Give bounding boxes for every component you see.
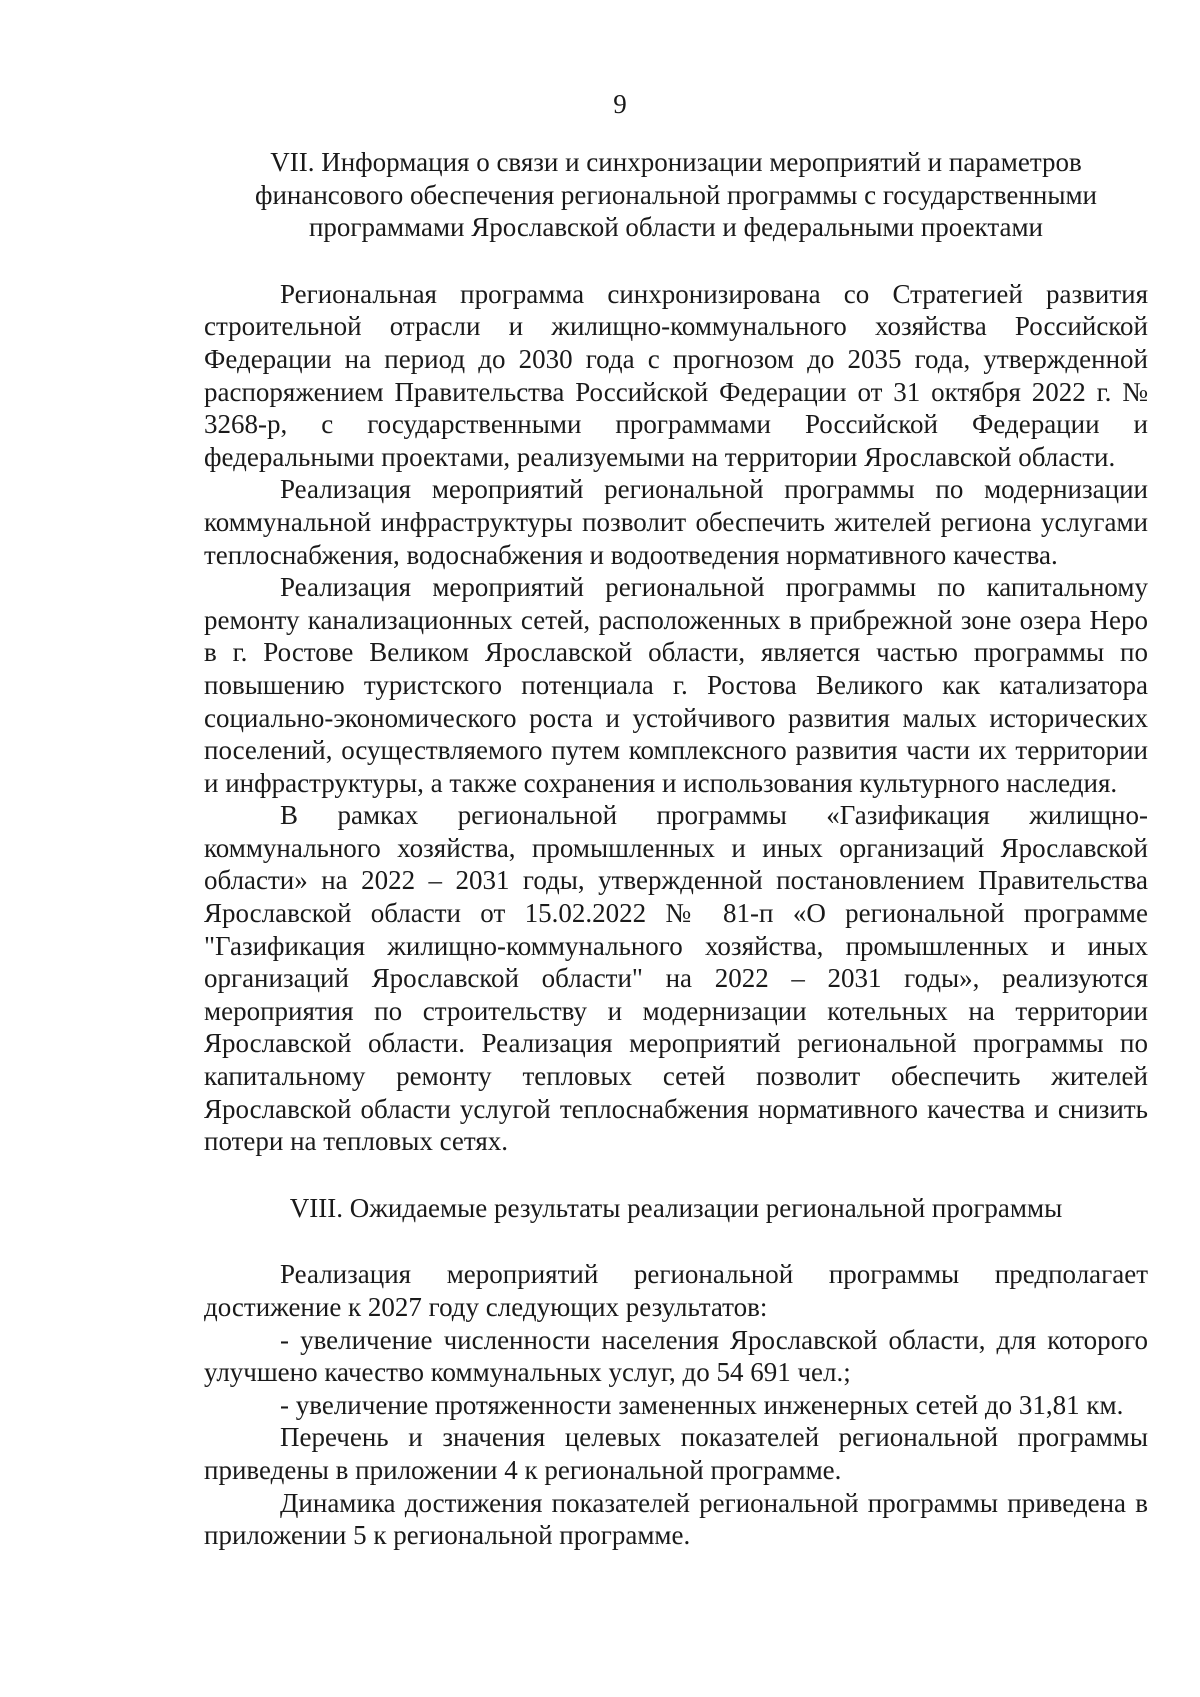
section-vii-paragraph-1: Региональная программа синхронизирована со Стратегией развития строительной отрасли и жилищно-коммунального хозяйства Российской Федерации на период до 2030 года с прогнозом до 2035 года, утвержденной распоряжением Правительства Российской Федерации от 31 октября 2022 г. № 3268-р, с государственными программами Российской Федерации и федеральными проектами, реализуемыми на территории Ярославской области. [204,278,1148,472]
document-body [204,146,1148,1552]
section-viii-list-item-2: - увеличение протяженности замененных инженерных сетей до 31,81 км. [280,1389,1124,1420]
page-number: 9 [613,89,627,119]
section-vii-paragraph-2: Реализация мероприятий региональной программы по модернизации коммунальной инфраструктуры позволит обеспечить жителей региона услугами теплоснабжения, водоснабжения и водоотведения нормативного качества. [204,474,1148,570]
section-vii-paragraph-4: В рамках региональной программы «Газификация жилищно-коммунального хозяйства, промышленных и иных организаций Ярославской области» на 2022 – 2031 годы, утвержденной постановлением Правительства Ярославской области от 15.02.2022 № 81-п «О региональной программе "Газификация жилищно-коммунального хозяйства, промышленных и иных организаций Ярославской области" на 2022 – 2031 годы», реализуются мероприятия по строительству и модернизации котельных на территории Ярославской области. Реализация мероприятий региональной программы по капитальному ремонту тепловых сетей позволит обеспечить жителей Ярославской области услугой теплоснабжения нормативного качества и снизить потери на тепловых сетях. [204,800,1148,1157]
section-viii-heading: VIII. Ожидаемые результаты реализации региональной программы [289,1192,1063,1223]
section-viii-paragraph-2: Перечень и значения целевых показателей региональной программы приведены в приложении 4 к региональной программе. [204,1422,1148,1485]
section-viii-paragraph-1: Реализация мероприятий региональной программы предполагает достижение к 2027 году следующих результатов: [204,1259,1148,1322]
section-viii-list-item-1: - увеличение численности населения Ярославской области, для которого улучшено качество коммунальных услуг, до 54 691 чел.; [204,1324,1148,1388]
section-viii-paragraph-3: Динамика достижения показателей региональной программы приведена в приложении 5 к региональной программе. [204,1487,1148,1551]
section-vii-heading: VII. Информация о связи и синхронизации мероприятий и параметров финансового обеспечения региональной программы с государственными программами Ярославской области и федеральными проектами [254,147,1097,243]
section-vii-paragraph-3: Реализация мероприятий региональной программы по капитальному ремонту канализационных сетей, расположенных в прибрежной зоне озера Неро в г. Ростове Великом Ярославской области, является частью программы по повышению туристского потенциала г. Ростова Великого как катализатора социально-экономического роста и устойчивого развития малых исторических поселений, осуществляемого путем комплексного развития части их территории и инфраструктуры, а также сохранения и использования культурного наследия. [204,572,1148,798]
